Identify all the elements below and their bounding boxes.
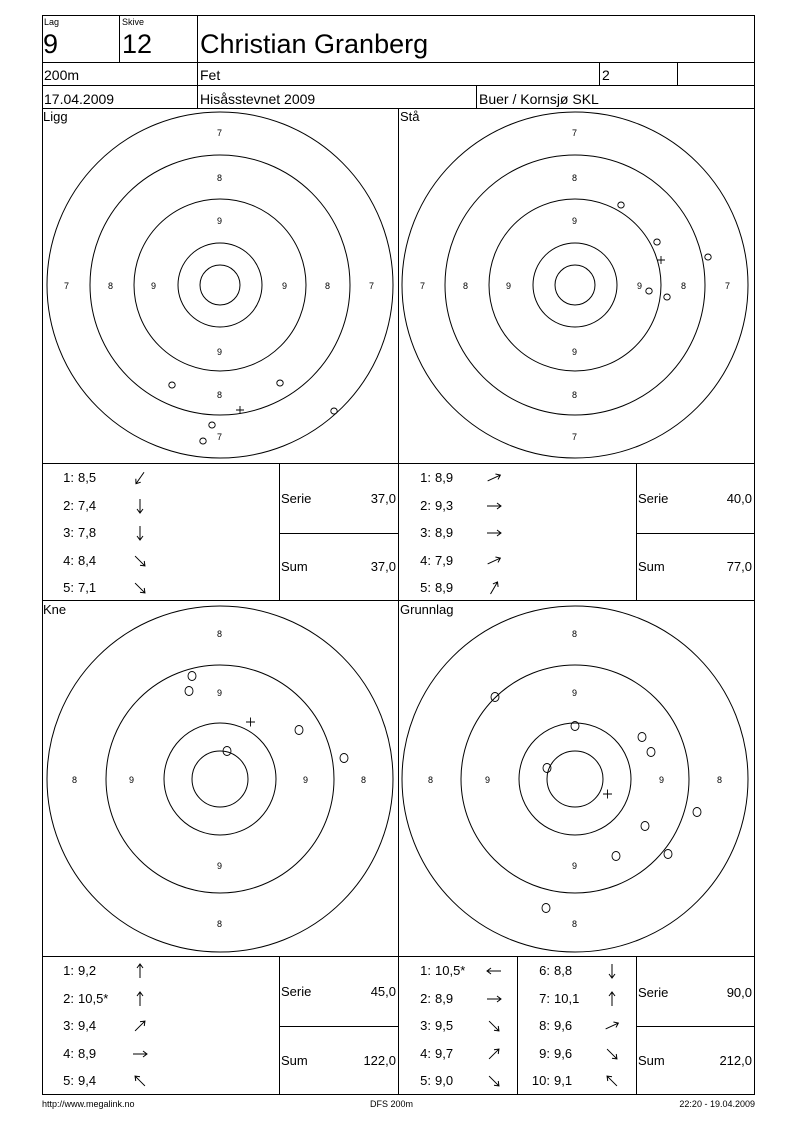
- lag-value: 9: [43, 29, 59, 59]
- sum-value-kne: 122,0: [363, 1053, 396, 1068]
- shot-number: 3:: [63, 1018, 74, 1033]
- ring-label: 9: [659, 775, 665, 785]
- shot-row: [407, 471, 453, 485]
- shot-score: 8,9: [435, 580, 454, 595]
- stats-vline-2: [636, 463, 637, 601]
- shot-row: [50, 554, 96, 568]
- shot-score: 7,8: [78, 525, 97, 540]
- ring-label: 9: [637, 281, 643, 291]
- venue: Buer / Kornsjø SKL: [479, 91, 599, 107]
- arrow-n-icon: [604, 991, 620, 1007]
- lag-label: Lag: [44, 17, 60, 27]
- shot-hole: [277, 380, 283, 386]
- ring-label: 9: [129, 775, 135, 785]
- ring-label: 8: [217, 390, 223, 400]
- shot-hole: [646, 288, 652, 294]
- shot-row: [50, 526, 96, 540]
- shot-row: [522, 1019, 572, 1033]
- shot-number: 8:: [539, 1018, 550, 1033]
- shot-score: 7,4: [78, 497, 97, 513]
- panel-label-grunnlag: Grunnlag: [400, 602, 454, 617]
- serie-value-sta: 40,0: [726, 491, 752, 506]
- shot-number: 1:: [63, 963, 74, 978]
- shot-score: 8,9: [435, 990, 454, 1006]
- shot-number: 5:: [63, 580, 74, 595]
- shot-number: 7:: [539, 990, 550, 1006]
- ring-label: 8: [361, 775, 367, 785]
- grid-hline-1: [42, 463, 755, 464]
- shot-row: [50, 1047, 96, 1061]
- shot-hole: [618, 202, 624, 208]
- shot-hole: [641, 822, 649, 831]
- arrow-s-icon: [604, 963, 620, 979]
- panel-label-ligg: Ligg: [43, 109, 68, 124]
- shot-row: [522, 1074, 572, 1088]
- footer-url: http://www.megalink.no: [42, 1099, 135, 1109]
- group-center-mark: [246, 718, 255, 727]
- sum-value-sta: 77,0: [726, 559, 752, 574]
- shot-row: [407, 526, 453, 540]
- shot-number: 6:: [539, 963, 550, 978]
- shot-number: 1:: [63, 470, 74, 485]
- arrow-se-icon: [132, 580, 148, 596]
- panel-label-sta: Stå: [400, 109, 420, 124]
- arrow-se-icon: [486, 1073, 502, 1089]
- shot-row: [50, 964, 96, 978]
- shot-hole: [331, 408, 337, 414]
- shot-row: [50, 1074, 96, 1088]
- shot-hole: [185, 687, 193, 696]
- ring-label: 7: [217, 128, 223, 138]
- serie-label-ligg: Serie: [281, 491, 312, 506]
- shot-row: [50, 499, 96, 513]
- stats-hline-1: [279, 533, 399, 534]
- shot-hole: [664, 850, 672, 859]
- shot-hole: [693, 808, 701, 817]
- event-name: Hisåsstevnet 2009: [200, 91, 316, 107]
- shot-number: 4:: [63, 1045, 74, 1061]
- stats-hline-4: [636, 1026, 755, 1027]
- arrow-s-icon: [132, 498, 148, 514]
- shot-score: 8,9: [435, 470, 454, 485]
- shot-row: [407, 581, 453, 595]
- shot-score: 7,9: [435, 552, 454, 568]
- ring-label: 8: [572, 390, 578, 400]
- target-grunnlag: [399, 601, 754, 956]
- shot-number: 1:: [420, 963, 431, 978]
- shot-number: 1:: [420, 470, 431, 485]
- ring-label: 7: [572, 128, 578, 138]
- ring-label: 9: [217, 688, 223, 698]
- arrow-nne-icon: [486, 580, 502, 596]
- sum-label-sta: Sum: [638, 559, 665, 574]
- ring-label: 9: [282, 281, 288, 291]
- arrow-ene-icon: [604, 1018, 620, 1034]
- header-line-2: [42, 85, 755, 86]
- shot-hole: [491, 693, 499, 702]
- arrow-nw-icon: [132, 1073, 148, 1089]
- ring-label: 9: [485, 775, 491, 785]
- ring-label: 8: [463, 281, 469, 291]
- club-short: Fet: [200, 67, 221, 83]
- serie-value-kne: 45,0: [370, 984, 396, 999]
- arrow-sw-icon: [132, 470, 148, 486]
- panel-label-kne: Kne: [43, 602, 67, 617]
- shot-score: 8,8: [554, 963, 573, 978]
- target-kne: [43, 601, 398, 956]
- stats-hline-2: [636, 533, 755, 534]
- shot-number: 10:: [531, 1073, 550, 1088]
- header-vline-skive: [197, 15, 198, 109]
- arrow-se-icon: [132, 553, 148, 569]
- skive-value: 12: [122, 29, 153, 59]
- skive-label: Skive: [122, 17, 145, 27]
- shot-row: [407, 499, 453, 513]
- shot-number: 4:: [420, 552, 431, 568]
- shot-number: 5:: [420, 580, 431, 595]
- arrow-nw-icon: [604, 1073, 620, 1089]
- arrow-ne-icon: [486, 1046, 502, 1062]
- shot-number: 5:: [420, 1073, 431, 1088]
- shot-hole: [169, 382, 175, 388]
- serie-label-grunnlag: Serie: [638, 985, 669, 1000]
- shot-hole: [647, 748, 655, 757]
- ring-label: 9: [506, 281, 512, 291]
- shot-score: 8,9: [78, 1045, 97, 1061]
- ring-label: 8: [217, 629, 223, 639]
- shot-hole: [654, 239, 660, 245]
- shot-hole: [209, 422, 215, 428]
- shot-score: 8,9: [435, 525, 454, 540]
- header-vline-venue: [476, 85, 477, 109]
- shot-number: 9:: [539, 1045, 550, 1061]
- ring-label: 8: [572, 629, 578, 639]
- sum-value-ligg: 37,0: [370, 559, 396, 574]
- shot-score: 9,0: [435, 1073, 454, 1088]
- ring-label: 8: [217, 173, 223, 183]
- header-vline-lag: [119, 15, 120, 63]
- shot-hole: [200, 438, 206, 444]
- header-line-1: [42, 62, 755, 63]
- ring-label: 8: [717, 775, 723, 785]
- stats-vline-1: [279, 463, 280, 601]
- shot-score: 7,1: [78, 580, 97, 595]
- shot-score: 8,5: [78, 470, 97, 485]
- shot-hole: [638, 733, 646, 742]
- shot-score: 9,1: [554, 1073, 573, 1088]
- shot-number: 2:: [63, 990, 74, 1006]
- arrow-n-icon: [132, 991, 148, 1007]
- shot-row: [404, 964, 465, 978]
- stats-hline-3: [279, 1026, 399, 1027]
- header-vline-class2: [677, 62, 678, 86]
- stats-vline-5: [517, 956, 518, 1095]
- shot-number: 4:: [420, 1045, 431, 1061]
- ring-label: 7: [217, 432, 223, 442]
- shot-row: [404, 1019, 453, 1033]
- shot-score: 10,5*: [435, 963, 466, 978]
- shot-row: [50, 581, 96, 595]
- serie-value-ligg: 37,0: [370, 491, 396, 506]
- arrow-ene-icon: [486, 470, 502, 486]
- shot-hole: [295, 726, 303, 735]
- shot-score: 9,4: [78, 1073, 97, 1088]
- shot-number: 3:: [420, 525, 431, 540]
- arrow-w-icon: [486, 963, 502, 979]
- sum-label-ligg: Sum: [281, 559, 308, 574]
- shot-hole: [664, 294, 670, 300]
- footer-timestamp: 22:20 - 19.04.2009: [679, 1099, 755, 1109]
- shot-score: 9,7: [435, 1045, 454, 1061]
- ring-label: 8: [572, 173, 578, 183]
- ring-label: 9: [217, 861, 223, 871]
- shot-score: 10,1: [554, 990, 580, 1006]
- sum-value-grunnlag: 212,0: [719, 1053, 752, 1068]
- ring-label: 9: [572, 347, 578, 357]
- shot-row: [50, 471, 96, 485]
- shot-hole: [340, 754, 348, 763]
- ring-label: 8: [572, 919, 578, 929]
- distance: 200m: [44, 67, 80, 83]
- shot-score: 9,6: [554, 1018, 573, 1033]
- serie-value-grunnlag: 90,0: [726, 985, 752, 1000]
- target-sta: [399, 109, 754, 463]
- header-vline-class: [599, 62, 600, 86]
- ring-label: 7: [420, 281, 426, 291]
- arrow-e-icon: [486, 991, 502, 1007]
- ring-label: 8: [681, 281, 687, 291]
- shot-score: 8,4: [78, 552, 97, 568]
- footer-program: DFS 200m: [370, 1099, 414, 1109]
- serie-label-sta: Serie: [638, 491, 669, 506]
- arrow-ne-icon: [132, 1018, 148, 1034]
- arrow-e-icon: [486, 498, 502, 514]
- ring-label: 7: [64, 281, 70, 291]
- ring-label: 9: [303, 775, 309, 785]
- shot-number: 4:: [63, 552, 74, 568]
- shot-score: 9,3: [435, 497, 454, 513]
- arrow-se-icon: [604, 1046, 620, 1062]
- shot-number: 3:: [63, 525, 74, 540]
- group-center-mark: [603, 790, 612, 799]
- ring-label: 8: [325, 281, 331, 291]
- arrow-e-icon: [486, 525, 502, 541]
- serie-label-kne: Serie: [281, 984, 312, 999]
- shot-row: [522, 964, 572, 978]
- shot-row: [407, 554, 453, 568]
- ring-label: 8: [108, 281, 114, 291]
- target-ligg: [43, 109, 398, 463]
- shot-row: [404, 1074, 453, 1088]
- shot-number: 5:: [63, 1073, 74, 1088]
- grid-hline-3: [42, 956, 755, 957]
- sum-label-kne: Sum: [281, 1053, 308, 1068]
- arrow-n-icon: [132, 963, 148, 979]
- shot-number: 2:: [420, 497, 431, 513]
- arrow-ene-icon: [486, 553, 502, 569]
- arrow-s-icon: [132, 525, 148, 541]
- arrow-e-icon: [132, 1046, 148, 1062]
- shooter-class: 2: [602, 67, 610, 83]
- ring-label: 9: [572, 216, 578, 226]
- ring-label: 9: [217, 347, 223, 357]
- shooter-name: Christian Granberg: [200, 29, 429, 59]
- ring-label: 9: [572, 861, 578, 871]
- shot-row: [50, 1019, 96, 1033]
- shot-number: 2:: [420, 990, 431, 1006]
- shot-row: [404, 1047, 453, 1061]
- shot-hole: [188, 672, 196, 681]
- shot-number: 3:: [420, 1018, 431, 1033]
- shot-row: [50, 992, 108, 1006]
- shot-row: [522, 1047, 572, 1061]
- ring-label: 9: [151, 281, 157, 291]
- ring-label: 8: [428, 775, 434, 785]
- shot-score: 9,5: [435, 1018, 454, 1033]
- ring-label: 7: [725, 281, 731, 291]
- shot-number: 2:: [63, 497, 74, 513]
- shot-row: [522, 992, 579, 1006]
- shot-score: 9,2: [78, 963, 97, 978]
- date: 17.04.2009: [44, 91, 115, 107]
- ring-label: 9: [572, 688, 578, 698]
- ring-label: 7: [369, 281, 375, 291]
- arrow-se-icon: [486, 1018, 502, 1034]
- sum-label-grunnlag: Sum: [638, 1053, 665, 1068]
- shot-score: 9,4: [78, 1018, 97, 1033]
- ring-label: 7: [572, 432, 578, 442]
- shot-score: 9,6: [554, 1045, 573, 1061]
- ring-label: 8: [217, 919, 223, 929]
- shot-hole: [612, 852, 620, 861]
- ring-label: 8: [72, 775, 78, 785]
- shot-hole: [705, 254, 711, 260]
- shot-score: 10,5*: [78, 990, 109, 1006]
- shot-hole: [543, 764, 551, 773]
- ring-label: 9: [217, 216, 223, 226]
- shot-row: [404, 992, 453, 1006]
- shot-hole: [542, 904, 550, 913]
